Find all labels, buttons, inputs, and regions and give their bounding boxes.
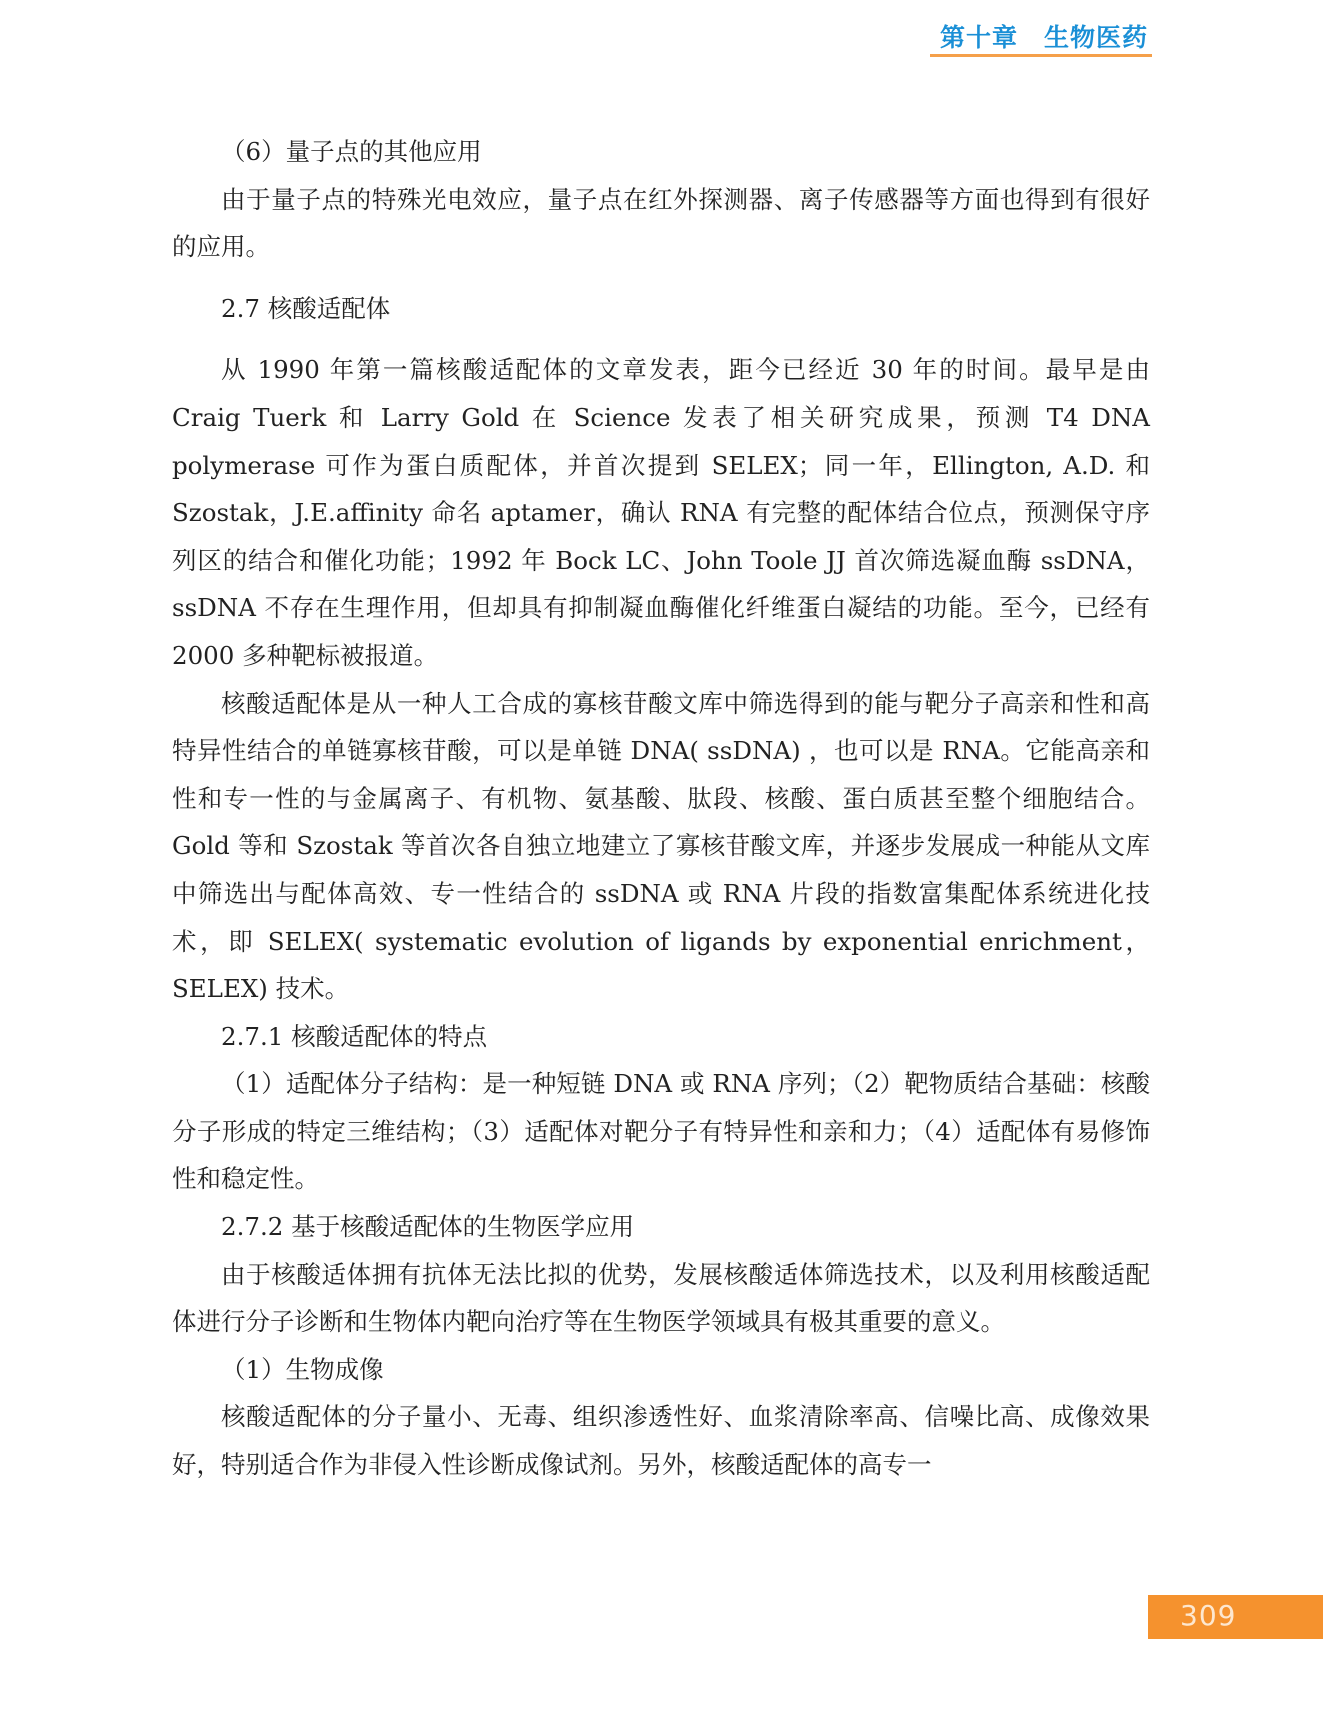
page-number-badge bbox=[1148, 1595, 1323, 1639]
paragraph-aptamer-features: （1）适配体分子结构：是一种短链 DNA 或 RNA 序列；（2）靶物质结合基础：核酸分子形成的特定三维结构；（3）适配体对靶分子有特异性和亲和力；（4）适配体有易修饰性和稳定性。 bbox=[172, 1069, 1150, 1194]
paragraph-bio-imaging: 核酸适配体的分子量小、无毒、组织渗透性好、血浆清除率高、信噪比高、成像效果好，特别适合作为非侵入性诊断成像试剂。另外，核酸适配体的高专一 bbox=[172, 1402, 1150, 1480]
section-heading-bio-imaging: （1）生物成像 bbox=[221, 1354, 384, 1384]
paragraph-aptamer-definition: 核酸适配体是从一种人工合成的寡核苷酸文库中筛选得到的能与靶分子高亲和性和高特异性结合的单链寡核苷酸，可以是单链 DNA( ssDNA) ，也可以是 RNA。它能高亲和性和专一性的与金属离子、有机物、氨基酸、肽段、核酸、蛋白质甚至整个细胞结合。Gold 等和 Szostak 等首次各自独立地建立了寡核苷酸文库，并逐步发展成一种能从文库中筛选出与配体高效、专一性结合的 ssDNA 或 RNA 片段的指数富集配体系统进化技术，即 SELEX( systematic evolution of ligands by exponential enrichment，SELEX) 技术。 bbox=[172, 688, 1150, 1004]
section-heading-aptamer-features: 2.7.1 核酸适配体的特点 bbox=[221, 1021, 488, 1051]
section-heading-qd-other: （6）量子点的其他应用 bbox=[221, 137, 482, 166]
header-underline bbox=[930, 54, 1152, 57]
page-number: 309 bbox=[1180, 1599, 1237, 1632]
paragraph-aptamer-history: 从 1990 年第一篇核酸适配体的文章发表，距今已经近 30 年的时间。最早是由 Craig Tuerk 和 Larry Gold 在 Science 发表了相关研究成果，预测 T4 DNA polymerase 可作为蛋白质配体，并首次提到 SELEX；同一年，Ellington, A.D. 和 Szostak，J.E.affinity 命名 aptamer，确认 RNA 有完整的配体结合位点，预测保守序列区的结合和催化功能；1992 年 Bock LC、John Toole JJ 首次筛选凝血酶 ssDNA，ssDNA 不存在生理作用，但却具有抑制凝血酶催化纤维蛋白凝结的功能。至今，已经有 2000 多种靶标被报道。 bbox=[172, 355, 1150, 670]
page-body bbox=[172, 128, 1150, 1489]
paragraph-qd-other: 由于量子点的特殊光电效应，量子点在红外探测器、离子传感器等方面也得到有很好的应用。 bbox=[172, 184, 1150, 262]
section-heading-aptamer: 2.7 核酸适配体 bbox=[221, 293, 391, 323]
section-heading-biomedical-applications: 2.7.2 基于核酸适配体的生物医学应用 bbox=[221, 1212, 635, 1242]
paragraph-biomedical-applications: 由于核酸适体拥有抗体无法比拟的优势，发展核酸适体筛选技术，以及利用核酸适配体进行分子诊断和生物体内靶向治疗等在生物医学领域具有极其重要的意义。 bbox=[172, 1259, 1150, 1337]
chapter-title: 第十章 生物医药 bbox=[940, 23, 1149, 52]
